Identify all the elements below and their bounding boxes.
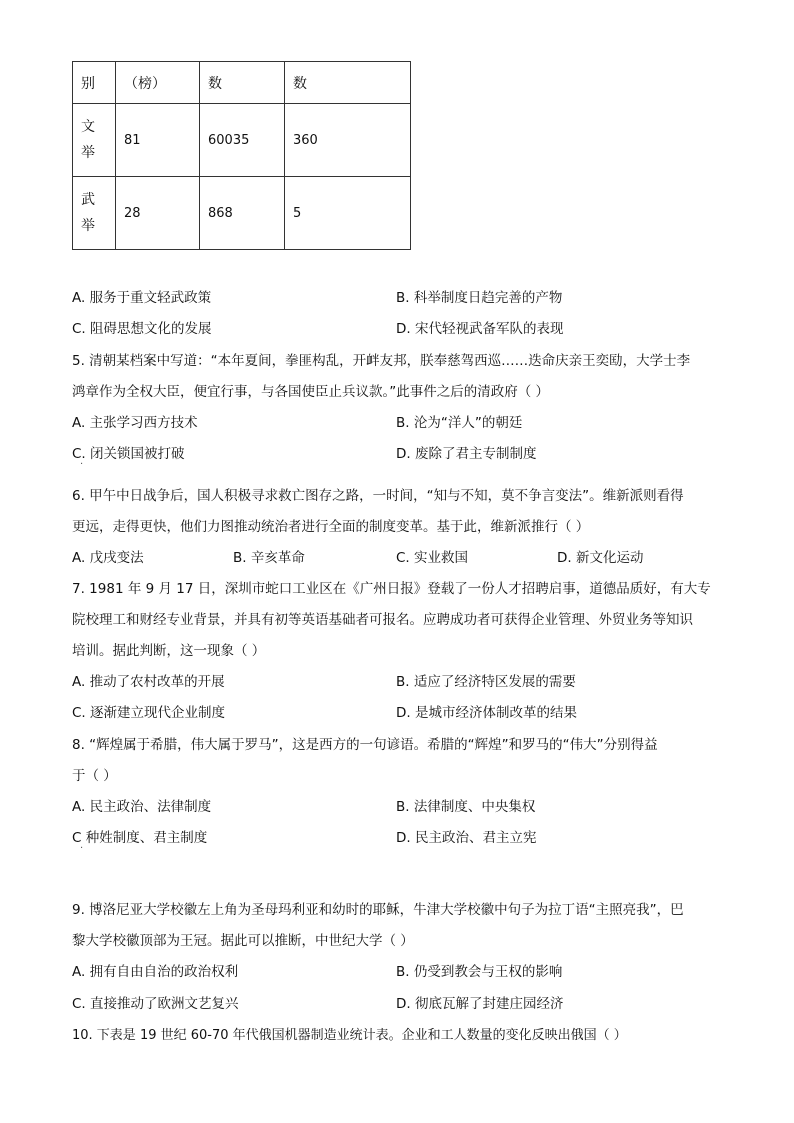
table-header-cell: （榜）: [116, 62, 200, 104]
q7-option-a: A. 推动了农村改革的开展: [72, 674, 225, 690]
q8-stem-line: 于（ ）: [72, 768, 117, 784]
table-header-row: [73, 62, 411, 104]
stray-dot-mark: ·: [80, 843, 84, 854]
table-cell: 60035: [200, 104, 285, 177]
q5-stem-line: 5. 清朝某档案中写道：“本年夏间，拳匪构乱，开衅友邦，朕奉慈驾西巡……迭命庆亲王奕劻，大学士李: [72, 353, 691, 369]
q8-option-a: A. 民主政治、法律制度: [72, 799, 212, 815]
keju-stats-table: [72, 61, 411, 250]
q6-option-b: B. 辛亥革命: [233, 550, 305, 566]
q9-option-a: A. 拥有自由自治的政治权利: [72, 964, 239, 980]
table-cell: 868: [200, 177, 285, 250]
q5-stem-line: 鸿章作为全权大臣，便宜行事，与各国使臣止兵议款。”此事件之后的清政府（ ）: [72, 384, 550, 400]
q9-option-d: D. 彻底瓦解了封建庄园经济: [396, 996, 564, 1012]
q6-option-a: A. 戊戌变法: [72, 550, 144, 566]
q5-option-b: B. 沦为“洋人”的朝廷: [396, 415, 523, 431]
q4-option-a: A. 服务于重文轻武政策: [72, 290, 212, 306]
q4-option-c: C. 阻碍思想文化的发展: [72, 321, 212, 337]
table-row-label: 文举: [73, 104, 116, 177]
table-cell: 81: [116, 104, 200, 177]
q7-stem-line: 培训。据此判断，这一现象（ ）: [72, 643, 266, 659]
q5-option-d: D. 废除了君主专制制度: [396, 446, 537, 462]
q8-option-b: B. 法律制度、中央集权: [396, 799, 536, 815]
q7-stem-line: 院校理工和财经专业背景，并具有初等英语基础者可报名。应聘成功者可获得企业管理、外贸业务等知识: [72, 612, 693, 628]
q6-stem-line: 更远，走得更快，他们力图推动统治者进行全面的制度变革。基于此，维新派推行（ ）: [72, 519, 590, 535]
table-cell: 28: [116, 177, 200, 250]
table-header-cell: 数: [285, 62, 411, 104]
q9-option-b: B. 仍受到教会与王权的影响: [396, 964, 563, 980]
table-header-cell: 别: [73, 62, 116, 104]
table-row: [73, 104, 411, 177]
q9-stem-line: 9. 博洛尼亚大学校徽左上角为圣母玛利亚和幼时的耶稣，牛津大学校徽中句子为拉丁语“主照亮我”，巴: [72, 902, 684, 918]
stray-dot-mark: ·: [80, 459, 84, 470]
table-cell: 360: [285, 104, 411, 177]
q8-option-c: C 种姓制度、君主制度: [72, 830, 208, 846]
q4-option-b: B. 科举制度日趋完善的产物: [396, 290, 563, 306]
q6-option-d: D. 新文化运动: [557, 550, 644, 566]
table-header-cell: 数: [200, 62, 285, 104]
q10-stem-line: 10. 下表是 19 世纪 60-70 年代俄国机器制造业统计表。企业和工人数量的变化反映出俄国（ ）: [72, 1028, 627, 1043]
q8-option-d: D. 民主政治、君主立宪: [396, 830, 537, 846]
q8-stem-line: 8. “辉煌属于希腊，伟大属于罗马”，这是西方的一句谚语。希腊的“辉煌”和罗马的“伟大”分别得益: [72, 737, 658, 753]
q4-option-d: D. 宋代轻视武备军队的表现: [396, 321, 564, 337]
table-row-label: 武举: [73, 177, 116, 250]
q7-stem-line: 7. 1981 年 9 月 17 日，深圳市蛇口工业区在《广州日报》登载了一份人才招聘启事，道德品质好，有大专: [72, 581, 711, 597]
q5-option-c: C. 闭关锁国被打破: [72, 446, 185, 462]
q7-option-b: B. 适应了经济特区发展的需要: [396, 674, 576, 690]
q7-option-c: C. 逐渐建立现代企业制度: [72, 705, 226, 721]
table-cell: 5: [285, 177, 411, 250]
q5-option-a: A. 主张学习西方技术: [72, 415, 198, 431]
q9-option-c: C. 直接推动了欧洲文艺复兴: [72, 996, 239, 1012]
q6-option-c: C. 实业救国: [396, 550, 469, 566]
table-row: [73, 177, 411, 250]
q6-stem-line: 6. 甲午中日战争后，国人积极寻求救亡图存之路，一时间，“知与不知，莫不争言变法”。维新派则看得: [72, 488, 684, 504]
q9-stem-line: 黎大学校徽顶部为王冠。据此可以推断，中世纪大学（ ）: [72, 933, 414, 949]
q7-option-d: D. 是城市经济体制改革的结果: [396, 705, 577, 721]
